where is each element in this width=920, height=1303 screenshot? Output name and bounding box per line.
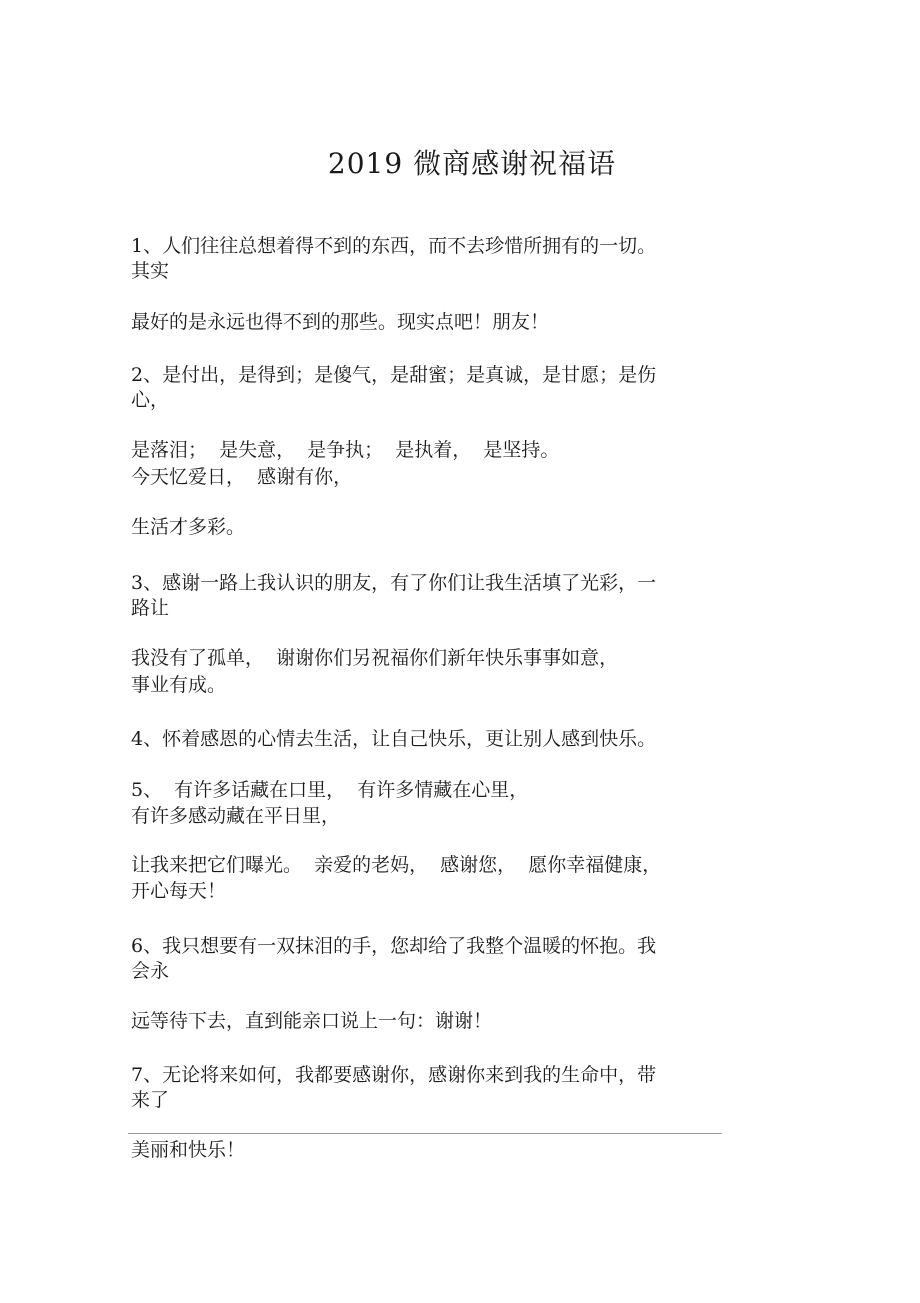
text-line: 是落泪； 是失意， 是争执； 是执着， 是坚持。 [131, 439, 560, 461]
text-line: 5、 有许多话藏在口里， 有许多情藏在心里， [131, 779, 529, 801]
text-line: 3、感谢一路上我认识的朋友，有了你们让我生活填了光彩，一 [131, 572, 657, 594]
text-line: 7、无论将来如何，我都要感谢你，感谢你来到我的生命中，带 [131, 1064, 657, 1086]
text-line: 开心每天！ [131, 880, 227, 902]
text-line: 有许多感动藏在平日里， [131, 805, 341, 827]
text-line: 其实 [131, 260, 170, 282]
document-title: 2019 微商感谢祝福语 [327, 147, 617, 180]
text-line: 来了 [131, 1089, 170, 1111]
text-line: 会永 [131, 960, 170, 982]
text-line: 美丽和快乐！ [131, 1139, 246, 1161]
text-line: 1、人们往往总想着得不到的东西，而不去珍惜所拥有的一切。 [131, 235, 657, 257]
text-line: 让我来把它们曝光。 亲爱的老妈， 感谢您， 愿你幸福健康， [131, 854, 662, 876]
text-line: 今天忆爱日， 感谢有你， [131, 466, 353, 488]
text-line: 最好的是永远也得不到的那些。现实点吧！朋友！ [131, 311, 550, 333]
text-line: 我没有了孤单， 谢谢你们另祝福你们新年快乐事事如意， [131, 647, 619, 669]
text-line: 事业有成。 [131, 674, 227, 696]
text-line: 远等待下去，直到能亲口说上一句：谢谢！ [131, 1010, 493, 1032]
text-line: 2、是付出，是得到；是傻气，是甜蜜；是真诚，是甘愿；是伤 [131, 364, 657, 386]
text-line: 4、怀着感恩的心情去生活，让自己快乐，更让别人感到快乐。 [131, 728, 657, 750]
footnote-divider [128, 1133, 722, 1134]
text-line: 生活才多彩。 [131, 516, 246, 538]
text-line: 6、我只想要有一双抹泪的手，您却给了我整个温暖的怀抱。我 [131, 935, 657, 957]
text-line: 路让 [131, 597, 170, 619]
text-line: 心， [131, 389, 170, 411]
